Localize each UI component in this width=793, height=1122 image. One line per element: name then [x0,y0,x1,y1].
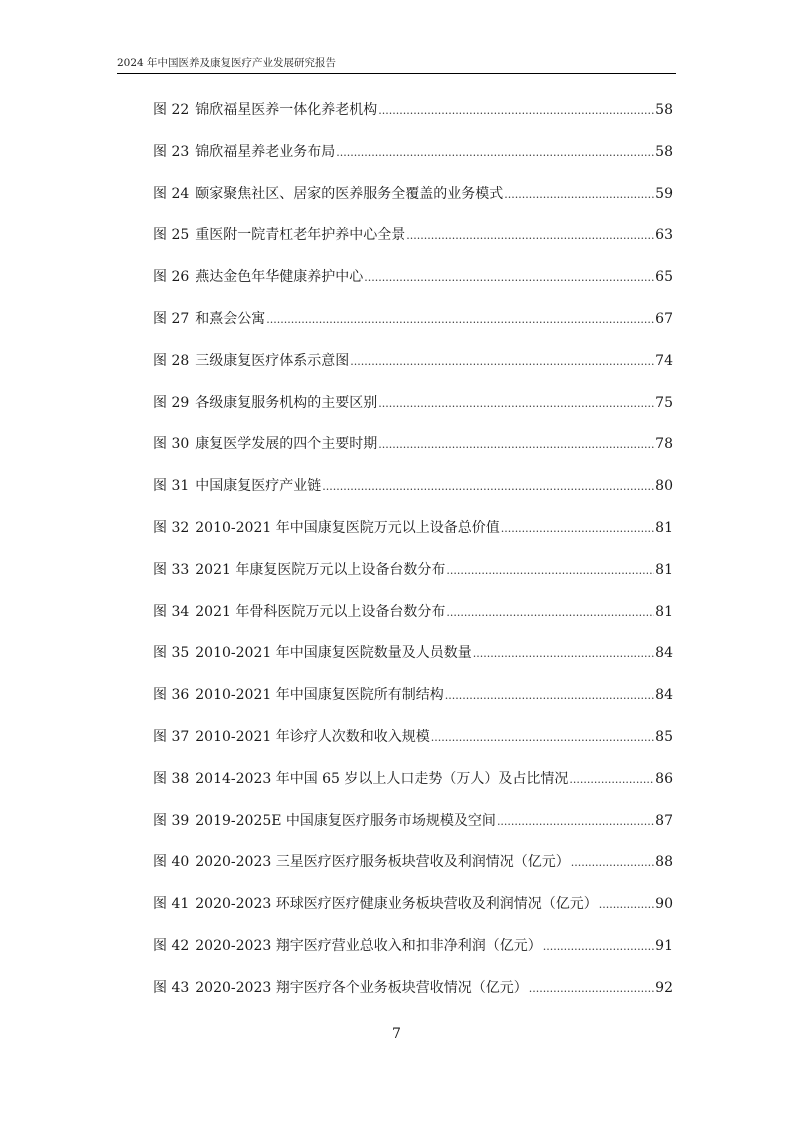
figure-label: 图 28 [153,352,190,369]
figure-label: 图 24 [153,185,190,202]
toc-entry[interactable] [153,390,673,432]
figure-title: 2020-2023 翔宇医疗营业总收入和扣非净利润（亿元） [195,937,542,954]
running-header [117,55,676,74]
page-ref: 81 [655,603,673,620]
figure-label: 图 40 [153,854,190,871]
figure-title: 2020-2023 翔宇医疗各个业务板块营收情况（亿元） [195,979,528,996]
toc-entry[interactable] [153,849,673,891]
dot-leader [378,432,654,458]
figure-label: 图 34 [153,603,190,620]
figure-label: 图 26 [153,269,190,286]
figure-title: 重医附一院青杠老年护养中心全景 [195,227,406,244]
dot-leader [446,600,654,626]
toc-entry[interactable] [153,975,673,1017]
toc-entry[interactable] [153,640,673,682]
page-number: 7 [392,1026,401,1042]
dot-leader [350,349,654,375]
dot-leader [497,809,654,835]
figure-label: 图 29 [153,394,190,411]
toc-entry[interactable] [153,473,673,515]
page-ref: 91 [655,937,673,954]
page-ref: 80 [655,478,673,495]
figure-label: 图 23 [153,143,190,160]
figure-label: 图 22 [153,102,190,118]
page-ref: 65 [655,269,673,286]
figure-title: 锦欣福星医养一体化养老机构 [195,102,378,118]
toc-entry[interactable] [153,139,673,181]
page-ref: 87 [655,812,673,829]
page-ref: 92 [655,979,673,996]
figure-label: 图 36 [153,687,190,704]
toc-entry[interactable] [153,306,673,348]
dot-leader [529,976,654,1002]
page-ref: 86 [655,770,673,787]
toc-entry[interactable] [153,264,673,306]
dot-leader [473,641,654,667]
figure-title: 三级康复医疗体系示意图 [195,352,350,369]
figure-label: 图 37 [153,728,190,745]
figure-title: 2010-2021 年中国康复医院所有制结构 [195,687,444,704]
dot-leader [406,223,654,249]
figure-label: 图 31 [153,478,190,495]
figure-label: 图 27 [153,310,190,327]
figure-label: 图 42 [153,937,190,954]
toc-entry[interactable] [153,808,673,850]
report-title: 2024 年中国医养及康复医疗产业发展研究报告 [117,57,337,69]
dot-leader [446,558,654,584]
dot-leader [378,98,654,124]
toc-entry[interactable] [153,891,673,933]
figure-title: 2010-2021 年中国康复医院万元以上设备总价值 [195,519,500,536]
figure-title: 2010-2021 年中国康复医院数量及人员数量 [195,645,472,662]
figure-title: 各级康复服务机构的主要区别 [195,394,378,411]
figure-title: 燕达金色年华健康养护中心 [195,269,364,286]
figure-title: 2019-2025E 中国康复医疗服务市场规模及空间 [195,812,496,829]
dot-leader [322,474,654,500]
dot-leader [266,307,654,333]
toc-entry[interactable] [153,431,673,473]
dot-leader [504,182,654,208]
dot-leader [336,140,654,166]
page-ref: 58 [655,102,673,118]
dot-leader [599,892,654,918]
figure-label: 图 43 [153,979,190,996]
toc-entry[interactable] [153,724,673,766]
figure-label: 图 32 [153,519,190,536]
toc-entry[interactable] [153,766,673,808]
page-ref: 67 [655,310,673,327]
page-ref: 84 [655,687,673,704]
page-ref: 88 [655,854,673,871]
dot-leader [569,767,654,793]
figure-title: 康复医学发展的四个主要时期 [195,436,378,453]
toc-entry[interactable] [153,682,673,724]
dot-leader [378,391,654,417]
dot-leader [431,725,654,751]
figure-title: 2014-2023 年中国 65 岁以上人口走势（万人）及占比情况 [195,770,569,787]
page-ref: 81 [655,561,673,578]
page-ref: 84 [655,645,673,662]
figure-title: 2020-2023 三星医疗医疗服务板块营收及利润情况（亿元） [195,854,570,871]
toc-entry[interactable] [153,97,673,139]
dot-leader [445,683,654,709]
toc-entry[interactable] [153,181,673,223]
figure-title: 和熹会公寓 [195,310,266,327]
toc-entry[interactable] [153,222,673,264]
page-ref: 74 [655,352,673,369]
toc-entry[interactable] [153,348,673,390]
page-ref: 63 [655,227,673,244]
figure-list [153,97,673,1017]
toc-entry[interactable] [153,515,673,557]
figure-label: 图 25 [153,227,190,244]
dot-leader [543,934,654,960]
page-ref: 75 [655,394,673,411]
figure-label: 图 38 [153,770,190,787]
figure-label: 图 35 [153,645,190,662]
figure-title: 颐家聚焦社区、居家的医养服务全覆盖的业务模式 [195,185,504,202]
toc-entry[interactable] [153,933,673,975]
figure-label: 图 39 [153,812,190,829]
dot-leader [571,850,654,876]
dot-leader [364,265,654,291]
toc-entry[interactable] [153,557,673,599]
page-ref: 90 [655,896,673,913]
page-ref: 59 [655,185,673,202]
page-ref: 85 [655,728,673,745]
page-ref: 81 [655,519,673,536]
toc-entry[interactable] [153,599,673,641]
figure-label: 图 33 [153,561,190,578]
figure-title: 2020-2023 环球医疗医疗健康业务板块营收及利润情况（亿元） [195,896,598,913]
dot-leader [501,516,654,542]
figure-label: 图 30 [153,436,190,453]
page-ref: 58 [655,143,673,160]
figure-title: 2010-2021 年诊疗人次数和收入规模 [195,728,430,745]
page-ref: 78 [655,436,673,453]
figure-title: 中国康复医疗产业链 [195,478,322,495]
figure-label: 图 41 [153,896,190,913]
figure-title: 2021 年骨科医院万元以上设备台数分布 [195,603,446,620]
figure-title: 锦欣福星养老业务布局 [195,143,336,160]
figure-title: 2021 年康复医院万元以上设备台数分布 [195,561,446,578]
